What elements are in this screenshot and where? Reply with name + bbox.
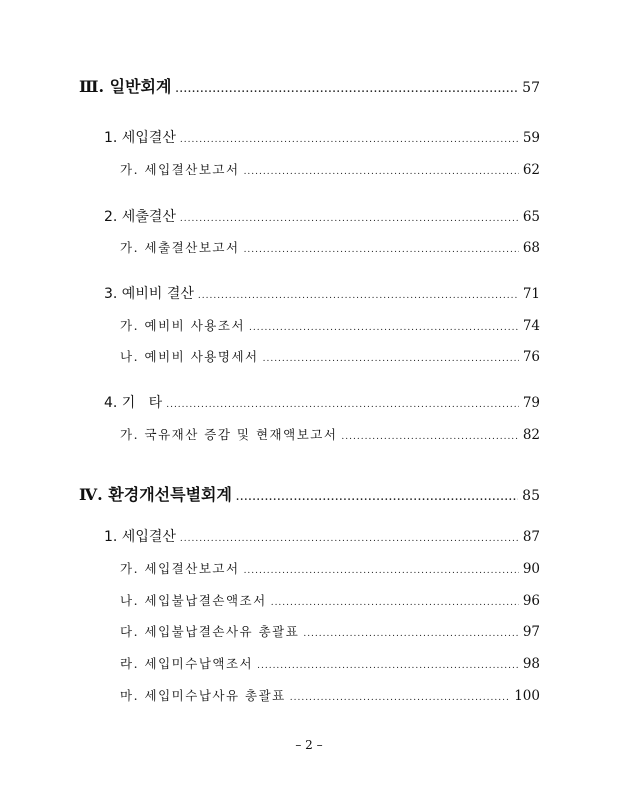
toc-entry[interactable] (104, 206, 540, 226)
toc-page-number: 97 (522, 624, 540, 640)
toc-entry[interactable] (120, 559, 540, 577)
leader-dots (180, 214, 519, 224)
toc-page-number: 71 (522, 286, 540, 302)
leader-dots (271, 598, 519, 608)
toc-page-number: 79 (522, 395, 540, 411)
toc-page-number: 57 (522, 80, 540, 96)
toc-page-number: 82 (522, 427, 540, 443)
leader-dots (175, 85, 518, 95)
page-number-footer: – 2 – (295, 738, 323, 752)
leader-dots (180, 135, 519, 145)
toc-label: Ⅳ. 환경개선특별회계 (79, 485, 232, 504)
toc-page-number: 85 (522, 488, 540, 504)
toc-label: 4. 기 타 (104, 395, 163, 411)
toc-entry[interactable] (120, 316, 540, 334)
toc-page-number: 98 (522, 656, 540, 672)
toc-label: 다. 세입불납결손사유 총괄표 (120, 624, 300, 639)
leader-dots (303, 629, 518, 639)
toc-entry[interactable] (120, 425, 540, 443)
toc-label: 2. 세출결산 (104, 209, 176, 225)
toc-section-general-account[interactable] (79, 74, 540, 97)
toc-label: 가. 세출결산보고서 (120, 240, 240, 255)
toc-label: 라. 세입미수납액조서 (120, 656, 254, 671)
leader-dots (290, 693, 510, 703)
toc-page-number: 62 (522, 162, 540, 178)
toc-section-environment-special-account[interactable] (79, 482, 540, 505)
leader-dots (263, 354, 519, 364)
toc-page-number: 59 (522, 130, 540, 146)
toc-label: Ⅲ. 일반회계 (79, 77, 172, 96)
leader-dots (244, 167, 519, 177)
toc-label: 3. 예비비 결산 (104, 286, 194, 302)
toc-label: 가. 세입결산보고서 (120, 561, 240, 576)
leader-dots (341, 432, 518, 442)
toc-entry[interactable] (120, 622, 540, 640)
leader-dots (257, 661, 519, 671)
toc-page-number: 100 (514, 688, 540, 704)
toc-label: 1. 세입결산 (104, 130, 176, 146)
toc-page-number: 68 (522, 240, 540, 256)
toc-label: 마. 세입미수납사유 총괄표 (120, 688, 286, 703)
toc-entry[interactable] (104, 526, 540, 546)
toc-entry[interactable] (104, 283, 540, 303)
toc-entry[interactable] (104, 392, 540, 412)
toc-page-number: 76 (522, 349, 540, 365)
leader-dots (236, 493, 518, 503)
leader-dots (180, 534, 519, 544)
toc-label: 나. 세입불납결손액조서 (120, 593, 267, 608)
toc-page-number: 96 (522, 593, 540, 609)
toc-page-number: 65 (522, 209, 540, 225)
toc-label: 가. 예비비 사용조서 (120, 318, 246, 333)
toc-page-number: 74 (522, 318, 540, 334)
toc-entry[interactable] (120, 591, 540, 609)
toc-entry[interactable] (104, 127, 540, 147)
toc-entry[interactable] (120, 654, 540, 672)
toc-label: 가. 세입결산보고서 (120, 162, 240, 177)
leader-dots (249, 323, 519, 333)
toc-label: 1. 세입결산 (104, 529, 176, 545)
toc-label: 나. 예비비 사용명세서 (120, 349, 259, 364)
leader-dots (244, 245, 519, 255)
toc-entry[interactable] (120, 238, 540, 256)
leader-dots (166, 400, 519, 410)
leader-dots (244, 566, 519, 576)
toc-page-number: 87 (522, 529, 540, 545)
toc-page-number: 90 (522, 561, 540, 577)
toc-entry[interactable] (120, 160, 540, 178)
toc-entry[interactable] (120, 686, 540, 704)
leader-dots (198, 291, 519, 301)
toc-entry[interactable] (120, 347, 540, 365)
toc-label: 가. 국유재산 증감 및 현재액보고서 (120, 427, 338, 442)
